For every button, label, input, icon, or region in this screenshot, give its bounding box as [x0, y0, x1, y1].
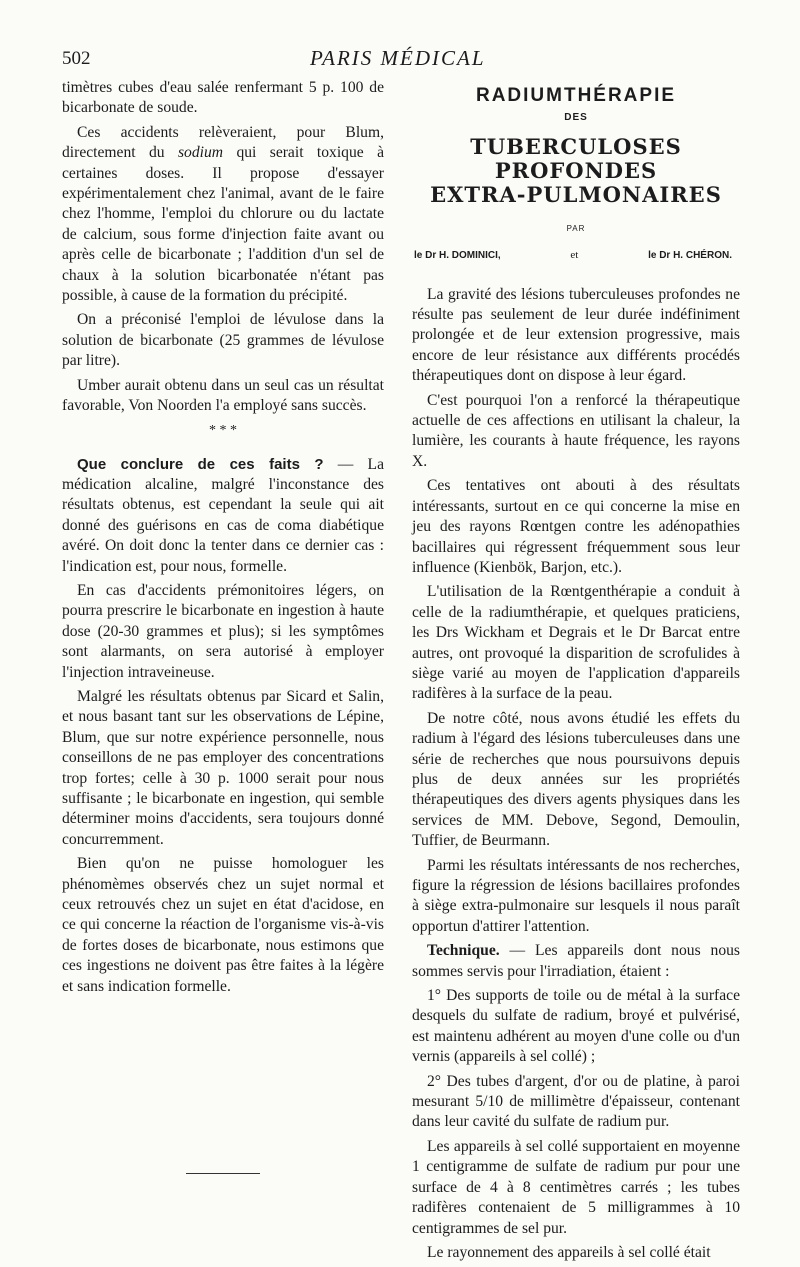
author-name: le Dr H. CHÉRON. [648, 250, 732, 262]
paragraph: Malgré les résultats obtenus par Sicard et Salin, et nous basant tant sur les observations de Lépine, Blum, que sur notre expérience personnelle, nous conseillons de ne pas employer des concentrations trop fortes; celle à 30 p. 1000 serait pour nous suffisante ; le bicarbonate en ingestion, qui semble déterminer moins d'accidents, sera toujours donné concurremment. [62, 687, 384, 848]
paragraph: L'utilisation de la Rœntgenthérapie a conduit à celle de la radiumthérapie, et quelques praticiens, les Drs Wickham et Degrais et le Dr Barcat entre autres, ont provoqué la disparition de scrofulides à siège varié au moyen de l'application d'appareils radifères à la surface de la peau. [412, 583, 740, 703]
byline-par: PAR [566, 223, 586, 233]
paragraph: Ces tentatives ont abouti à des résultats intéressants, surtout en ce qui concerne la mise en jeu des rayons Rœntgen contre les adénopathies bacillaires qui régressent fréquemment sous leur influence (Kienbök, Barjon, etc.). [412, 477, 740, 576]
right-column [412, 78, 740, 1267]
paragraph: Que conclure de ces faits ? — La médication alcaline, malgré l'inconstance des résultats obtenus, est cependant la seule qui ait donné des guérisons en cas de coma diabétique avéré. On doit donc la tenter dans ce dernier cas : l'indication est, pour nous, formelle. [62, 455, 384, 575]
italic-term: sodium [177, 144, 224, 162]
article-title: RADIUMTHÉRAPIE [475, 85, 677, 106]
article-title-block [412, 86, 740, 267]
end-rule [186, 1173, 260, 1174]
paragraph: De notre côté, nous avons étudié les effets du radium à l'égard des lésions tuberculeuses dans une série de recherches que nous poursuivons depuis plus de deux années sur les propriétés thérapeutiques des divers agents physiques dans les services de MM. Debove, Segond, Demoulin, Tuffier, de Beurmann. [412, 709, 740, 850]
section-heading: Que conclure de ces faits ? [77, 455, 324, 473]
authors [414, 245, 732, 266]
paragraph: C'est pourquoi l'on a renforcé la thérapeutique actuelle de ces affections en utilisant la chaleur, la lumière, les courants à haute fréquence, les rayons X. [412, 391, 740, 470]
paragraph: Le rayonnement des appareils à sel collé était [427, 1243, 711, 1261]
paragraph: 2° Des tubes d'argent, d'or ou de platine, à paroi mesurant 5/10 de millimètre d'épaisseur, contenant dans leur cavité du sulfate de radium pur. [412, 1072, 740, 1131]
paragraph: Parmi les résultats intéressants de nos recherches, figure la régression de lésions bacillaires profondes à siège extra-pulmonaire sur lesquels il nous paraît opportun d'attirer l'attention. [412, 856, 740, 935]
paragraph: timètres cubes d'eau salée renfermant 5 p. 100 de bicarbonate de soude. [62, 79, 384, 117]
paragraph: En cas d'accidents prémonitoires légers, on pourra prescrire le bicarbonate en ingestion à haute dose (20-30 grammes et plus); si les symptômes sont alarmants, on sera autorisé à employer l'injection intraveineuse. [62, 581, 384, 681]
paragraph: La gravité des lésions tuberculeuses profondes ne résulte pas seulement de leur durée indéfiniment prolongée et de leur extension progressive, mais encore de leur résistance aux différents procédés thérapeutiques dont on dispose à leur égard. [412, 285, 740, 385]
paragraph: Umber aurait obtenu dans un seul cas un résultat favorable, Von Noorden l'a employé sans succès. [62, 376, 384, 415]
paragraph: Ces accidents relèveraient, pour Blum, directement du sodium qui serait toxique à certaines doses. Il propose d'essayer expérimentalement chez l'animal, avant de le faire chez l'homme, l'emploi du chlorure ou du lactate de calcium, sous forme d'injection faite avant ou après celle de bicarbonate ; l'addition d'un sel de chaux à la solution bicarbonatée n'étant pas possible, à cause de la formation du précipité. [62, 123, 384, 305]
section-heading: Technique. [427, 942, 500, 960]
author-name: le Dr H. DOMINICI, [414, 250, 501, 262]
paragraph: 1° Des supports de toile ou de métal à la surface desquels du sulfate de radium, broyé et pulvérisé, est maintenu adhérent au moyen d'une colle ou d'un vernis (appareils à sel collé) ; [412, 987, 740, 1066]
section-asterism: * * * [209, 422, 237, 438]
paragraph: Technique. — Les appareils dont nous nous sommes servis pour l'irradiation, étaient : [412, 942, 740, 980]
left-column [62, 78, 384, 1174]
article-title-des: DES [564, 112, 588, 124]
article-subtitle: TUBERCULOSES PROFONDES [470, 133, 682, 183]
paragraph: Les appareils à sel collé supportaient en moyenne 1 centigramme de sulfate de radium pur pour une surface de 4 à 8 centimètres carrés ; les tubes radifères contenaient de 5 milligrammes à 10 centigrammes de sel pur. [412, 1137, 740, 1237]
paragraph: On a préconisé l'emploi de lévulose dans la solution de bicarbonate (25 grammes de lévulose par litre). [62, 311, 384, 370]
running-head: PARIS MÉDICAL [310, 46, 486, 70]
paragraph: Bien qu'on ne puisse homologuer les phénomèmes observés chez un sujet normal et ceux retrouvés chez un sujet en état d'acidose, en ce qui concerne la réaction de l'organisme vis-à-vis de fortes doses de bicarbonate, nous estimons que ces ingestions ne doivent pas être faites à la légère et sans indication formelle. [62, 855, 384, 995]
author-separator: et [570, 249, 579, 262]
article-subtitle-2: EXTRA-PULMONAIRES [430, 181, 722, 207]
page-number: 502 [62, 48, 91, 69]
